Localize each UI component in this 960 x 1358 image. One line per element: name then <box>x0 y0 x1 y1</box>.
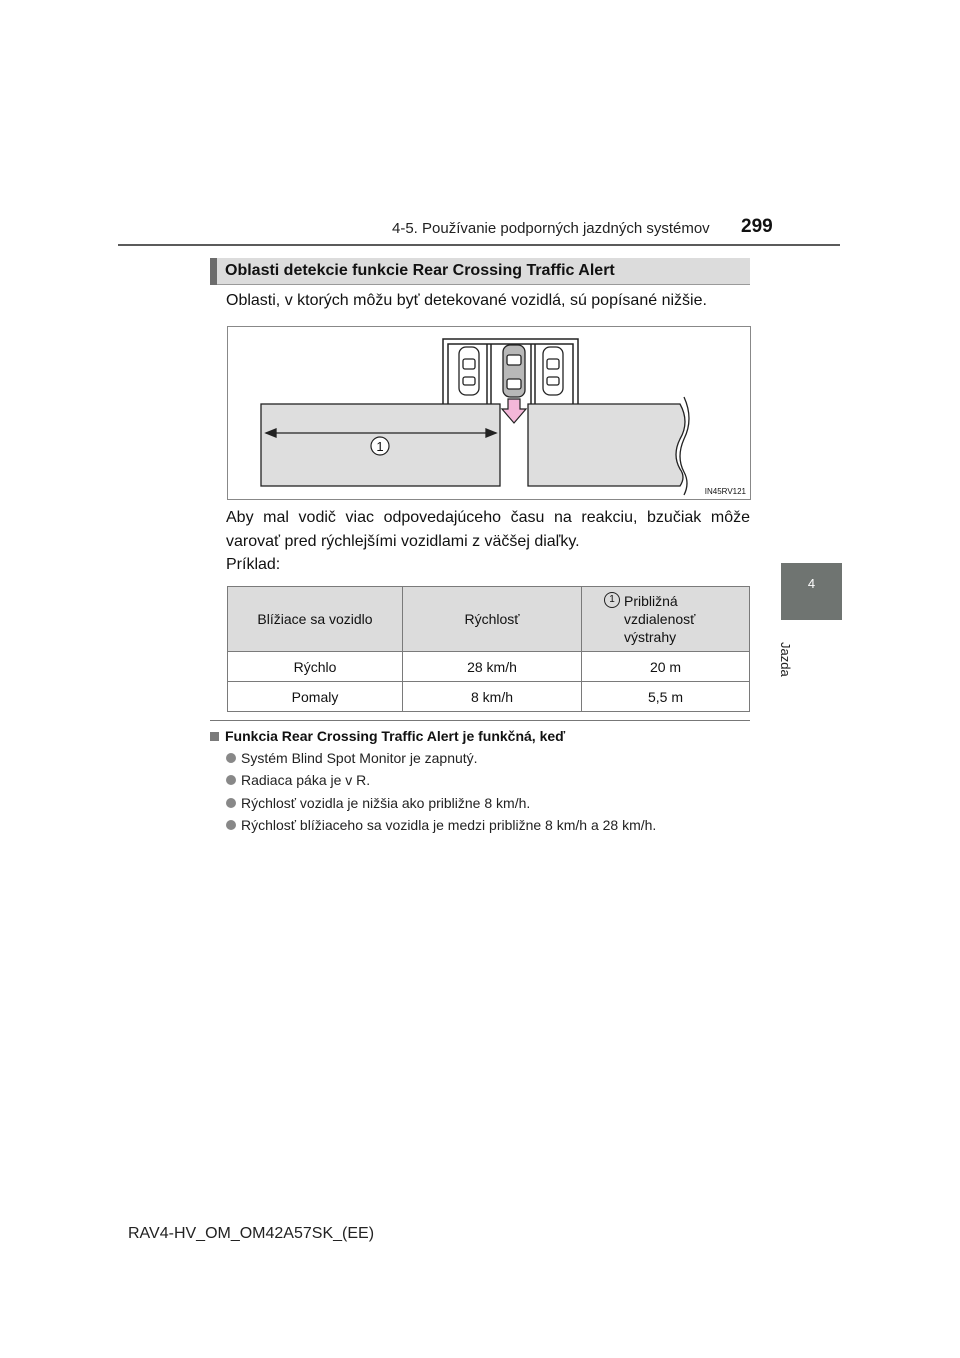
header-distance-line2: vzdialenosť <box>624 611 696 627</box>
intro-text: Oblasti, v ktorých môžu byť detekované vozidlá, sú popísané nižšie. <box>226 292 707 309</box>
chapter-tab-label-wrap <box>778 632 843 677</box>
list-item-text: Systém Blind Spot Monitor je zapnutý. <box>241 750 478 766</box>
header-distance <box>582 587 750 652</box>
speed-distance-table <box>227 586 750 712</box>
chapter-tab-label: Jazda <box>778 642 793 677</box>
bullet-icon <box>226 753 236 763</box>
header-distance-line3: výstrahy <box>624 629 677 645</box>
square-bullet-icon <box>210 732 219 741</box>
header-vehicle: Blížiace sa vozidlo <box>228 587 403 652</box>
example-label: Príklad: <box>226 556 281 573</box>
detection-area-right <box>528 404 685 486</box>
chapter-tab-number: 4 <box>807 576 816 591</box>
list-item-text: Radiaca páka je v R. <box>241 772 371 788</box>
table-row <box>228 682 750 712</box>
cell-speed: 28 km/h <box>403 652 582 682</box>
bullet-icon <box>226 820 236 830</box>
section-title-marker <box>210 258 217 285</box>
bullet-icon <box>226 775 236 785</box>
cell-distance: 5,5 m <box>582 682 750 712</box>
own-vehicle <box>503 345 525 397</box>
chapter-header: 4-5. Používanie podporných jazdných systémov <box>392 220 710 237</box>
conditions-title-text: Funkcia Rear Crossing Traffic Alert je funkčná, keď <box>225 728 566 744</box>
table-row <box>228 652 750 682</box>
list-item <box>226 795 530 811</box>
list-item-text: Rýchlosť blížiaceho sa vozidla je medzi približne 8 km/h a 28 km/h. <box>241 817 657 833</box>
cell-vehicle: Pomaly <box>228 682 403 712</box>
section-title: Oblasti detekcie funkcie Rear Crossing Traffic Alert <box>225 262 615 279</box>
body-paragraph: Aby mal vodič viac odpovedajúceho času na reakciu, bzučiak môže varovať pred rýchlejšími vozidlami z väčšej diaľky. <box>226 509 750 550</box>
conditions-divider <box>210 720 750 721</box>
callout-number: 1 <box>376 439 384 454</box>
parked-car-right <box>543 347 563 395</box>
cell-vehicle: Rýchlo <box>228 652 403 682</box>
detection-area-diagram <box>228 327 750 499</box>
conditions-title <box>210 728 565 744</box>
section-title-box <box>210 258 750 285</box>
header-callout: 1 <box>604 592 620 608</box>
page-number: 299 <box>741 216 773 237</box>
table-header-row <box>228 587 750 652</box>
list-item <box>226 772 370 788</box>
parked-car-left <box>459 347 479 395</box>
list-item <box>226 817 656 833</box>
cell-distance: 20 m <box>582 652 750 682</box>
document-footer: RAV4-HV_OM_OM42A57SK_(EE) <box>128 1225 375 1242</box>
figure-code: IN45RV121 <box>704 487 746 496</box>
header-divider <box>118 244 840 246</box>
reverse-arrow <box>502 399 526 423</box>
detection-area-figure <box>227 326 751 500</box>
list-item-text: Rýchlosť vozidla je nižšia ako približne 8 km/h. <box>241 795 531 811</box>
header-speed: Rýchlosť <box>403 587 582 652</box>
list-item <box>226 750 478 766</box>
cell-speed: 8 km/h <box>403 682 582 712</box>
bullet-icon <box>226 798 236 808</box>
chapter-tab <box>781 563 842 620</box>
header-distance-line1: Približná <box>624 593 678 609</box>
